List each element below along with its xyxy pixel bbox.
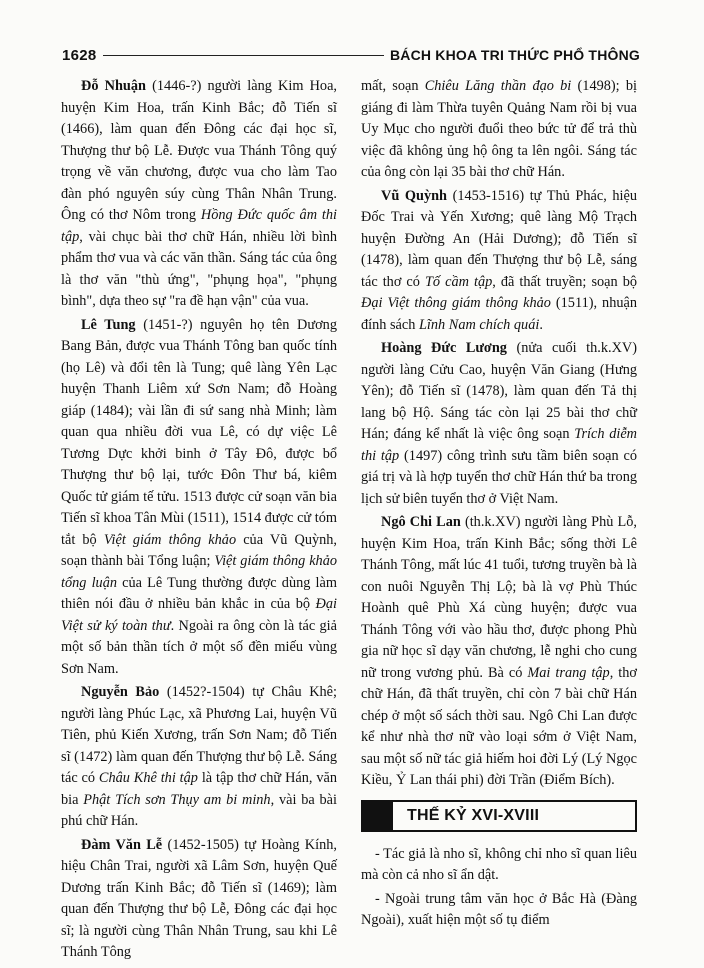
- work-title: Hồng Đức quốc âm thi tập: [61, 207, 337, 245]
- entry-text: , vài ba bài phú chữ Hán.: [61, 791, 337, 829]
- entry-hoang-duc-luong: [361, 338, 637, 510]
- entry-do-nhuan: [61, 76, 337, 313]
- entry-text: (1446-?) người làng Kim Hoa, huyện Kim Hoa, trấn Kinh Bắc; đỗ Tiến sĩ (1466), làm quan đến Đông các đại học sĩ, Thượng thư bộ Lễ. Được vua Thánh Tông quý trọng về văn chương, được vua cho làm Tao đàn phó nguyên súy cùng Thân Nhân Trung. Ông có thơ Nôm trong: [61, 78, 337, 223]
- entry-name: Vũ Quỳnh: [381, 187, 448, 204]
- section-marker: [361, 800, 393, 832]
- entry-name: Lê Tung: [81, 316, 136, 333]
- work-title: Việt giám thông khảo tổng luận: [61, 553, 337, 591]
- entry-text: , đã thất truyền; soạn bộ: [492, 273, 637, 290]
- page-header: [62, 44, 640, 66]
- entry-nguyen-bao: [61, 682, 337, 833]
- entry-text: của Vũ Quỳnh, soạn thành bài Tổng luận;: [61, 531, 337, 569]
- entry-text: của Lê Tung thường được dùng làm thiên nói đầu ở nhiều bản khắc in của bộ: [61, 574, 337, 612]
- entry-le-tung: [61, 315, 337, 681]
- entry-text: mất, soạn: [361, 78, 425, 94]
- bullet-item: - Ngoài trung tâm văn học ở Bắc Hà (Đàng Ngoài), xuất hiện một số tụ điểm: [361, 890, 637, 928]
- entry-text: , vài chục bài thơ chữ Hán, nhiều lời bình phẩm thơ vua và các văn thần. Sáng tác của ông là thơ văn "thù ứng", "phụng họa", "phụng bình", dựa theo sự "ra đề hạn vận" của vua.: [61, 228, 337, 309]
- entry-text: (1511), nhuận đính sách: [361, 295, 637, 333]
- entry-dam-van-le-continued: [361, 76, 637, 184]
- section-heading: [361, 800, 637, 832]
- entry-text: (nửa cuối th.k.XV) người làng Cửu Cao, huyện Văn Giang (Hưng Yên); đỗ Tiến sĩ (1478), làm quan đến Tả thị lang bộ Hộ. Sáng tác còn lại 25 bài thơ chữ Hán; đáng kể nhất là việc ông soạn: [361, 340, 637, 442]
- entry-name: Đàm Văn Lễ: [81, 836, 163, 853]
- work-title: Lĩnh Nam chích quái: [418, 316, 540, 333]
- entry-text: (1452?-1504) tự Châu Khê; người làng Phúc Lạc, xã Phương Lai, huyện Vũ Tiên, phủ Kiến Xương, trấn Sơn Nam; đỗ Tiến sĩ (1472) làm quan đến Thượng thư bộ Lễ. Sáng tác có: [61, 684, 337, 786]
- entry-text: là tập thơ chữ Hán, văn bia: [61, 770, 337, 808]
- running-title: BÁCH KHOA TRI THỨC PHỔ THÔNG: [389, 47, 640, 63]
- work-title: Việt giám thông khảo: [103, 531, 237, 548]
- entry-name: Hoàng Đức Lương: [381, 340, 507, 356]
- entry-text: (1497) công trình sưu tầm biên soạn có giá trị và là hợp tuyển thơ chữ Hán thứ ba trong lịch sử biên tuyển thơ ở Việt Nam.: [361, 447, 638, 507]
- section-title: THẾ KỶ XVI-XVIII: [393, 800, 637, 832]
- work-title: Mai trang tập: [527, 664, 610, 681]
- entry-name: Nguyễn Bảo: [81, 684, 160, 700]
- work-title: Chiêu Lăng thần đạo bi: [424, 78, 572, 94]
- work-title: Trích diễm thi tập: [361, 426, 637, 464]
- entry-text: (1453-1516) tự Thủ Phác, hiệu Đốc Trai và Yến Xương; quê làng Mộ Trạch huyện Đường An (Hải Dương); đỗ Tiến sĩ (1478), làm quan đến Thượng thư bộ Lễ, sáng tác thơ có: [361, 187, 637, 290]
- entry-text: (th.k.XV) người làng Phù Lỗ, huyện Kim Hoa, trấn Kinh Bắc; sống thời Lê Thánh Tông, mất lúc 41 tuổi, tương truyền bà là con nuôi Nguyễn Thị Lộ; bà là vợ Phù Thúc Hoành quê Phù Xá cùng huyện; được vua Thánh Tông với vào hầu thơ, được phong Phù gia nữ học sĩ dạy văn chương, lễ nghi cho cung nữ trong vương phủ. Bà có: [361, 514, 637, 681]
- entry-text: (1498); bị giáng đi làm Thừa tuyên Quảng Nam rồi bị vua Uy Mục cho người đuổi theo bức tử để trả thù việc đã không ủng hộ ông ta lên ngôi. Sáng tác của ông còn lại 35 bài thơ chữ Hán.: [361, 78, 637, 180]
- work-title: Đại Việt thông giám thông khảo: [361, 295, 551, 311]
- entry-name: Đỗ Nhuận: [81, 78, 146, 94]
- bullet-item: - Tác giả là nho sĩ, không chỉ nho sĩ quan liêu mà còn cả nho sĩ ẩn dật.: [361, 845, 637, 883]
- entry-name: Ngô Chi Lan: [381, 514, 461, 530]
- entry-text: (1451-?) nguyên họ tên Dương Bang Bản, được vua Thánh Tông ban quốc tính (họ Lê) và đổi tên là Tung; quê làng Yên Lạc huyện Thanh Liêm xứ Sơn Nam; đỗ Hoàng giáp (1484); vài lần đi sứ sang nhà Minh; làm quan qua nhiều đời vua Lê, có dự việc Lê Tương Dực khởi binh ở Tây Đô, được bổ Thượng thư bộ lại, tước Đôn Thư bá, kiêm Quốc tử giám tế tửu. 1513 được cử soạn văn bia Tiến sĩ khoa Tân Mùi (1511), 1514 được cử tóm tắt bộ: [61, 316, 337, 548]
- work-title: Phật Tích sơn Thụy am bi minh: [83, 791, 271, 808]
- work-title: Tố cầm tập: [424, 273, 493, 290]
- entry-text: (1452-1505) tự Hoàng Kính, hiệu Chân Trai, người xã Lâm Sơn, huyện Quế Dương trấn Kinh Bắc; đỗ Tiến sĩ (1469); làm quan đến Thượng thư bộ Lễ, Đông các đại học sĩ; là người cùng Thân Nhân Trung, sau khi Lê Thánh Tông: [61, 836, 337, 960]
- entry-dam-van-le: [61, 835, 337, 964]
- entry-text: , thơ chữ Hán, đã thất truyền, chỉ còn 7 bài chữ Hán chép ở một số sách thời sau. Ngô Chi Lan được kể như nhà thơ nữ vào loại sớm ở Việt Nam, sau một số nữ tác giả hiếm hoi đời Lý (Lý Ngọc Kiều, Ỷ Lan thái phi) đời Trần (Điểm Bích).: [361, 664, 637, 788]
- page-number: 1628: [62, 46, 97, 64]
- entry-text: .: [539, 316, 543, 333]
- entry-text: . Ngoài ra ông còn là tác giả một số bản thần tích ở một số đền miếu vùng Sơn Nam.: [61, 617, 337, 677]
- work-title: Đại Việt sử ký toàn thư: [61, 596, 337, 634]
- entry-vu-quynh: [361, 186, 637, 337]
- right-column: [361, 76, 637, 932]
- header-rule: [103, 55, 384, 56]
- work-title: Châu Khê thi tập: [98, 770, 198, 786]
- left-column: [61, 76, 337, 964]
- entry-ngo-chi-lan: [361, 512, 637, 792]
